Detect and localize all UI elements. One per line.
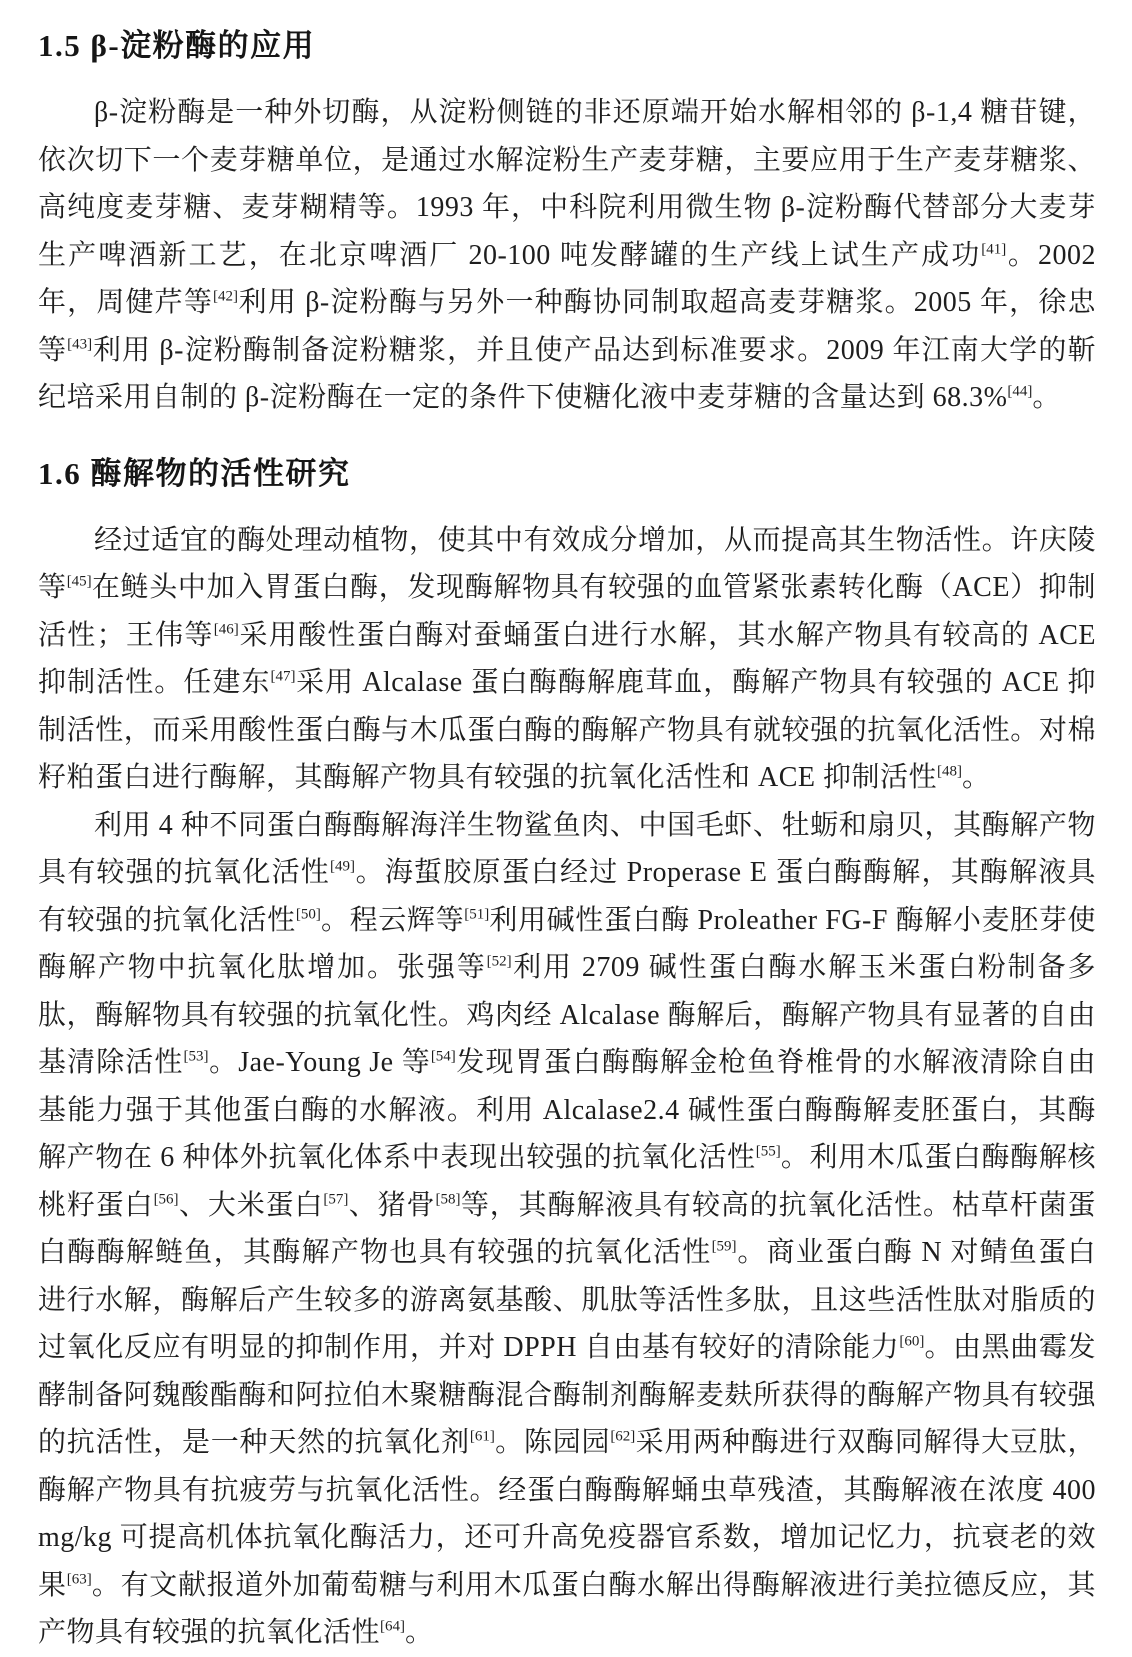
citation-ref: [58] — [435, 1191, 461, 1208]
paragraph: β-淀粉酶是一种外切酶，从淀粉侧链的非还原端开始水解相邻的 β-1,4 糖苷键，依次切下一个麦芽糖单位，是通过水解淀粉生产麦芽糖，主要应用于生产麦芽糖浆、高纯度麦芽糖、麦芽糊精等。1993 年，中科院利用微生物 β-淀粉酶代替部分大麦芽生产啤酒新工艺，在北京啤酒厂 20-100 吨发酵罐的生产线上试生产成功[41]。2002 年，周健芹等[42]利用 β-淀粉酶与另外一种酶协同制取超高麦芽糖浆。2005 年，徐忠等[43]利用 β-淀粉酶制备淀粉糖浆，并且使产品达到标准要求。2009 年江南大学的靳纪培采用自制的 β-淀粉酶在一定的条件下使糖化液中麦芽糖的含量达到 68.3%[44]。 — [38, 97, 1096, 413]
citation-ref: [49] — [329, 858, 355, 875]
citation-ref: [51] — [464, 906, 490, 923]
sections-root — [38, 20, 1096, 1657]
citation-ref: [60] — [899, 1333, 925, 1350]
citation-ref: [48] — [937, 763, 963, 780]
citation-ref: [59] — [711, 1238, 737, 1255]
citation-ref: [53] — [183, 1048, 209, 1065]
paragraph: 经过适宜的酶处理动植物，使其中有效成分增加，从而提高其生物活性。许庆陵等[45]在鲢头中加入胃蛋白酶，发现酶解物具有较强的血管紧张素转化酶（ACE）抑制活性；王伟等[46]采用酸性蛋白酶对蚕蛹蛋白进行水解，其水解产物具有较高的 ACE 抑制活性。任建东[47]采用 Alcalase 蛋白酶酶解鹿茸血，酶解产物具有较强的 ACE 抑制活性，而采用酸性蛋白酶与木瓜蛋白酶的酶解产物具有就较强的抗氧化活性。对棉籽粕蛋白进行酶解，其酶解产物具有较强的抗氧化活性和 ACE 抑制活性[48]。 — [38, 524, 1096, 793]
section-heading: 1.5 β-淀粉酶的应用 — [38, 28, 316, 63]
citation-ref: [44] — [1007, 383, 1033, 400]
citation-ref: [43] — [67, 336, 93, 353]
citation-ref: [57] — [323, 1191, 349, 1208]
citation-ref: [47] — [270, 668, 296, 685]
section-heading: 1.6 酶解物的活性研究 — [38, 455, 351, 491]
citation-ref: [41] — [981, 241, 1007, 258]
citation-ref: [50] — [295, 906, 321, 923]
paragraph: 利用 4 种不同蛋白酶酶解海洋生物鲨鱼肉、中国毛虾、牡蛎和扇贝，其酶解产物具有较强的抗氧化活性[49]。海蜇胶原蛋白经过 Properase E 蛋白酶酶解，其酶解液具有较强的抗氧化活性[50]。程云辉等[51]利用碱性蛋白酶 Proleather FG-F 酶解小麦胚芽使酶解产物中抗氧化肽增加。张强等[52]利用 2709 碱性蛋白酶水解玉米蛋白粉制备多肽，酶解物具有较强的抗氧化性。鸡肉经 Alcalase 酶解后，酶解产物具有显著的自由基清除活性[53]。Jae-Young Je 等[54]发现胃蛋白酶酶解金枪鱼脊椎骨的水解液清除自由基能力强于其他蛋白酶的水解液。利用 Alcalase2.4 碱性蛋白酶酶解麦胚蛋白，其酶解产物在 6 种体外抗氧化体系中表现出较强的抗氧化活性[55]。利用木瓜蛋白酶酶解核桃籽蛋白[56]、大米蛋白[57]、猪骨[58]等，其酶解液具有较高的抗氧化活性。枯草杆菌蛋白酶酶解鲢鱼，其酶解产物也具有较强的抗氧化活性[59]。商业蛋白酶 N 对鲭鱼蛋白进行水解，酶解后产生较多的游离氨基酸、肌肽等活性多肽，且这些活性肽对脂质的过氧化反应有明显的抑制作用，并对 DPPH 自由基有较好的清除能力[60]。由黑曲霉发酵制备阿魏酸酯酶和阿拉伯木聚糖酶混合酶制剂酶解麦麸所获得的酶解产物具有较强的抗活性，是一种天然的抗氧化剂[61]。陈园园[62]采用两种酶进行双酶同解得大豆肽，酶解产物具有抗疲劳与抗氧化活性。经蛋白酶酶解蛹虫草残渣，其酶解液在浓度 400mg/kg 可提高机体抗氧化酶活力，还可升高免疫器官系数，增加记忆力，抗衰老的效果[63]。有文献报道外加葡萄糖与利用木瓜蛋白酶水解出得酶解液进行美拉德反应，其产物具有较强的抗氧化活性[64]。 — [38, 809, 1096, 1648]
citation-ref: [54] — [430, 1048, 456, 1065]
citation-ref: [64] — [380, 1618, 406, 1635]
citation-ref: [62] — [610, 1428, 636, 1445]
citation-ref: [56] — [153, 1191, 179, 1208]
citation-ref: [61] — [469, 1428, 495, 1445]
citation-ref: [55] — [755, 1143, 781, 1160]
citation-ref: [46] — [213, 621, 239, 638]
citation-ref: [63] — [66, 1571, 92, 1588]
citation-ref: [52] — [486, 953, 512, 970]
citation-ref: [45] — [66, 573, 92, 590]
citation-ref: [42] — [213, 288, 239, 305]
